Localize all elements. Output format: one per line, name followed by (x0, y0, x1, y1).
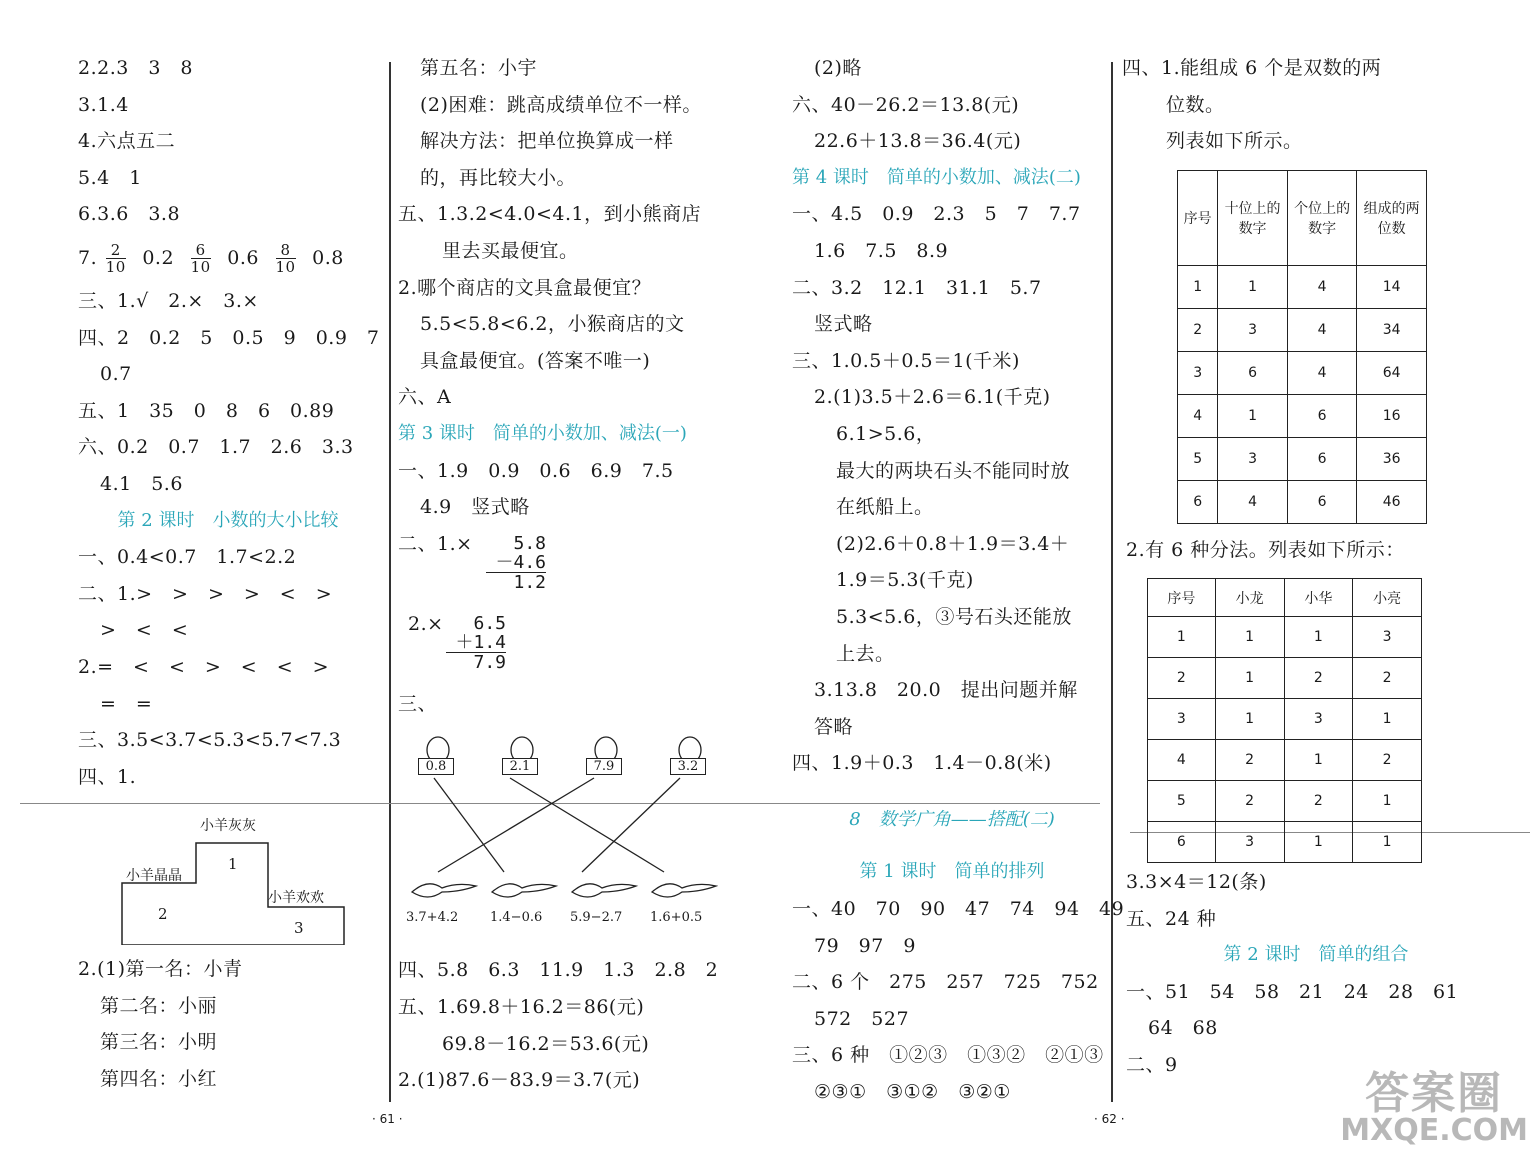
table-header: 序号 (1148, 579, 1216, 617)
answer-line: 2.2.3 3 8 (78, 57, 194, 79)
table-header: 个位上的数字 (1287, 171, 1357, 266)
column-divider-1 (389, 62, 391, 1102)
answer-line: 第三名：小明 (100, 1031, 218, 1054)
podium-second-name: 小羊晶晶 (126, 868, 182, 885)
chapter-title: 8 数学广角——搭配(二) (849, 808, 1055, 830)
answer-line: 一、40 70 90 47 74 94 49 (792, 898, 1125, 921)
podium-third-rank: 3 (294, 919, 304, 938)
podium-third-name: 小羊欢欢 (268, 890, 324, 907)
section-title: 第 2 课时 简单的组合 (1223, 944, 1409, 966)
table-row: 2 3 4 34 (1178, 309, 1427, 352)
answer-line: 位数。 (1166, 93, 1225, 116)
section-title: 第 3 课时 简单的小数加、减法(一) (398, 422, 687, 444)
answer-line: 2.= < < > < < > (78, 655, 330, 678)
answer-line: 22.6＋13.8＝36.4(元) (814, 130, 1022, 153)
answer-line: 三、6 种 ①②③ ①③② ②①③ (792, 1044, 1104, 1067)
answer-line: 二、3.2 12.1 31.1 5.7 (792, 276, 1042, 299)
answer-line: 二、9 (1126, 1053, 1178, 1076)
table-header: 小龙 (1215, 579, 1284, 617)
answer-line: 具盒最便宜。(答案不唯一) (420, 349, 651, 372)
table-row: 5 2 2 1 (1148, 781, 1422, 822)
answer-line: 6.1>5.6， (836, 422, 936, 445)
answer-line: 2.(1)第一名：小青 (78, 958, 243, 981)
tadpole-expression: 3.7+4.2 (406, 910, 459, 926)
answer-line: 第五名：小宇 (420, 57, 538, 79)
answer-line: 六、40－26.2＝13.8(元) (792, 93, 1020, 116)
number-box: 0.8 (418, 758, 454, 775)
tadpole-icons (412, 884, 716, 897)
vertical-calc-2 (398, 606, 718, 686)
watermark-url: MXQE.COM (1340, 1113, 1528, 1148)
number-box: 2.1 (502, 758, 538, 775)
tadpole-expression: 5.9−2.7 (570, 910, 623, 926)
podium-diagram (78, 795, 378, 945)
answer-line: 0.7 (100, 363, 132, 386)
table-row: 1 1 4 14 (1178, 266, 1427, 309)
answer-line: 2.(1)3.5＋2.6＝6.1(千克) (814, 386, 1051, 409)
table-row: 1 1 1 3 (1148, 617, 1422, 658)
answer-line: 三、3.5<3.7<5.3<5.7<7.3 (78, 729, 342, 752)
answer-line: 一、1.9 0.9 0.6 6.9 7.5 (398, 459, 674, 482)
section-title: 第 1 课时 简单的排列 (859, 861, 1045, 883)
answer-line: 六、0.2 0.7 1.7 2.6 3.3 (78, 436, 354, 459)
watermark-title: 答案圈 (1365, 1068, 1504, 1119)
answer-line: 五、1 35 0 8 6 0.89 (78, 399, 335, 422)
answer-line: 5.4 1 (78, 166, 142, 189)
answer-line: ②③① ③①② ③②① (814, 1081, 1011, 1104)
answer-line: 四、2 0.2 5 0.5 9 0.9 7 (78, 326, 380, 349)
answer-line: 四、1.9＋0.3 1.4－0.8(米) (792, 752, 1052, 775)
calc-stack: 5.8 －4.6 1.2 (486, 534, 546, 592)
section-title: 第 2 课时 小数的大小比较 (117, 509, 339, 531)
table-row: 6 3 1 1 (1148, 822, 1422, 863)
fraction: $\frac{8}{10}$ (275, 241, 296, 277)
podium-first-name: 小羊灰灰 (200, 818, 256, 835)
table-header: 小亮 (1353, 579, 1422, 617)
answer-line: 列表如下所示。 (1166, 130, 1303, 153)
number-box: 7.9 (586, 758, 622, 775)
table-row: 2 1 2 2 (1148, 658, 1422, 699)
answer-line: 里去买最便宜。 (442, 239, 579, 262)
calc-label: 二、1.× (398, 532, 473, 555)
answer-line: 四、1. (78, 765, 137, 788)
watermark (1340, 1068, 1528, 1148)
table-row: 4 2 1 2 (1148, 740, 1422, 781)
answer-line: 第四名：小红 (100, 1068, 218, 1091)
table-row: 3 6 4 64 (1178, 352, 1427, 395)
answer-line: 上去。 (836, 642, 895, 665)
column-4 (1122, 50, 1522, 160)
table-header: 小华 (1284, 579, 1353, 617)
answer-line: 3.1.4 (78, 93, 129, 116)
answer-line: 2.(1)87.6－83.9＝3.7(元) (398, 1069, 641, 1092)
answer-line: 五、24 种 (1126, 907, 1217, 930)
answer-line: 四、5.8 6.3 11.9 1.3 2.8 2 (398, 959, 719, 982)
table-row: 4 1 6 16 (1178, 395, 1427, 438)
answer-line: (2)略 (814, 57, 862, 79)
answer-line: 5.3<5.6，③号石头还能放 (836, 605, 1072, 628)
answer-line: 四、1.能组成 6 个是双数的两 (1122, 57, 1382, 79)
table-header: 序号 (1178, 171, 1218, 266)
answer-line: 三、1.0.5＋0.5＝1(千米) (792, 349, 1020, 372)
column-2 (398, 50, 718, 1099)
answer-line: 4.六点五二 (78, 130, 176, 153)
answer-line: 的，再比较大小。 (420, 166, 577, 189)
column-4-lower (1126, 864, 1526, 1084)
answer-line: 在纸船上。 (836, 496, 934, 519)
table-header: 组成的两位数 (1357, 171, 1427, 266)
frog-icons (427, 737, 701, 763)
answer-line: 最大的两块石头不能同时放 (836, 459, 1071, 482)
answer-line: 69.8－16.2＝53.6(元) (442, 1032, 650, 1055)
tadpole-expression: 1.6+0.5 (650, 910, 703, 926)
page-number-right: · 62 · (1094, 1112, 1125, 1126)
answer-line: 一、51 54 58 21 24 28 61 (1126, 980, 1459, 1003)
answer-line: 64 68 (1148, 1017, 1218, 1040)
answer-line: 五、1.3.2<4.0<4.1，到小熊商店 (398, 203, 702, 226)
answer-line: 二、1.> > > > < > (78, 582, 333, 605)
answer-line: = = (100, 692, 153, 715)
answer-line: 一、4.5 0.9 2.3 5 7 7.7 (792, 203, 1081, 226)
calc-label: 2.× (408, 612, 444, 635)
tadpole-expression: 1.4−0.6 (490, 910, 543, 926)
answer-line: 二、6 个 275 257 725 752 (792, 971, 1099, 994)
answer-line: (2)2.6＋0.8＋1.9＝3.4＋ (836, 532, 1070, 555)
answer-line: 79 97 9 (814, 934, 916, 957)
page-number-left: · 61 · (372, 1112, 403, 1126)
answer-line: 5.5<5.8<6.2，小猴商店的文 (420, 313, 685, 336)
split-table (1147, 578, 1422, 863)
section-title: 第 4 课时 简单的小数加、减法(二) (792, 166, 1081, 188)
two-digit-table (1177, 170, 1427, 524)
number-box: 3.2 (670, 758, 706, 775)
answer-line: 答略 (814, 715, 854, 738)
answer-line: 三、 (398, 692, 438, 715)
table-row: 3 1 3 1 (1148, 699, 1422, 740)
table-header: 十位上的数字 (1218, 171, 1288, 266)
answer-line: > < < (100, 619, 189, 642)
answer-line: 3.3×4＝12(条) (1126, 871, 1267, 893)
answer-line: 一、0.4<0.7 1.7<2.2 (78, 546, 297, 569)
fraction-line: 7. $\frac{2}{10}$ 0.2 $\frac{6}{10}$ 0.6 $\frac{8}{10}$ 0.8 (78, 241, 344, 277)
answer-line: 1.6 7.5 8.9 (814, 239, 949, 262)
answer-line: 4.9 竖式略 (420, 496, 530, 519)
answer-line: 3.13.8 20.0 提出问题并解 (814, 679, 1078, 702)
podium-second-rank: 2 (158, 905, 168, 924)
matching-diagram (398, 722, 718, 952)
answer-line: 六、A (398, 386, 452, 409)
answer-line: 竖式略 (814, 313, 873, 336)
answer-line: 1.9＝5.3(千克) (836, 569, 974, 592)
answer-line: 第二名：小丽 (100, 994, 218, 1017)
answer-line: (2)困难：跳高成绩单位不一样。 (420, 93, 702, 116)
column-3 (792, 50, 1125, 1111)
answer-line: 2.哪个商店的文具盒最便宜？ (398, 276, 652, 299)
answer-line: 2.有 6 种分法。列表如下所示： (1126, 539, 1405, 561)
table-row: 5 3 6 36 (1178, 438, 1427, 481)
answer-line: 4.1 5.6 (100, 472, 183, 495)
column-1 (78, 50, 378, 1098)
calc-stack: 6.5 ＋1.4 7.9 (446, 614, 506, 672)
answer-line: 五、1.69.8＋16.2＝86(元) (398, 995, 645, 1018)
vertical-calc-1 (398, 526, 718, 606)
answer-line: 三、1.√ 2.× 3.× (78, 289, 259, 312)
podium-first-rank: 1 (228, 855, 238, 874)
answer-line: 解决方法：把单位换算成一样 (420, 130, 674, 153)
fraction: $\frac{2}{10}$ (105, 241, 126, 277)
answer-line: 6.3.6 3.8 (78, 203, 181, 226)
answer-line: 572 527 (814, 1007, 910, 1030)
table-row: 6 4 6 46 (1178, 481, 1427, 524)
fraction: $\frac{6}{10}$ (190, 241, 211, 277)
